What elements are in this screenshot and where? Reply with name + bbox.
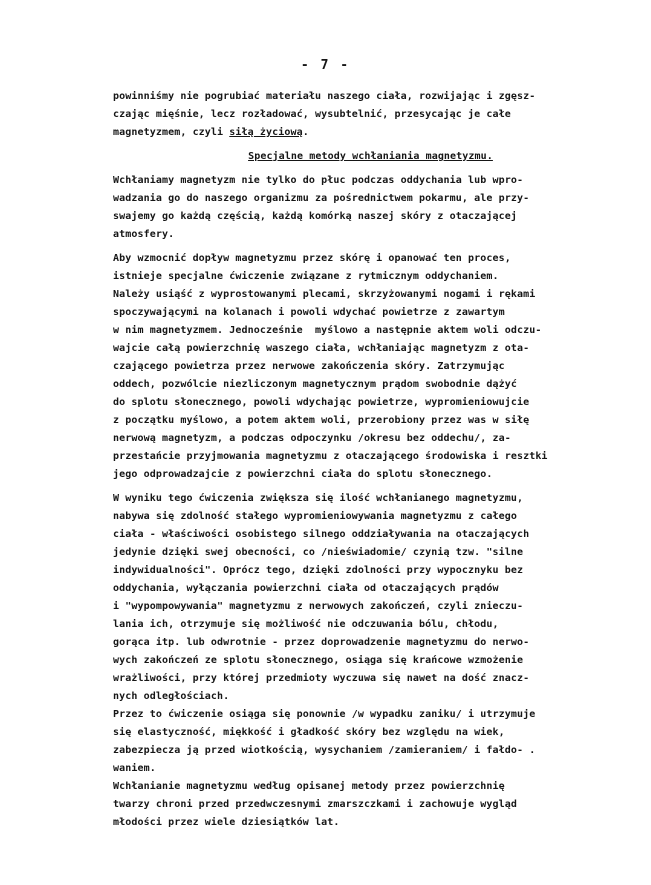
text-line: nabywa się zdolność stałego wypromieniowywania magnetyzmu z całego	[113, 511, 517, 522]
text-line: Wchłanianie magnetyzmu według opisanej metody przez powierzchnię	[113, 781, 505, 792]
text-line: swajemy go każdą częścią, każdą komórką naszej skóry z otaczającej	[113, 211, 517, 222]
text-line: zabezpiecza ją przed wiotkością, wysychaniem /zamieraniem/ i fałdo- .	[113, 745, 536, 756]
text-line: oddychania, wyłączania powierzchni ciała od otaczających prądów	[113, 583, 499, 594]
paragraph	[113, 778, 608, 832]
text-line: gorąca itp. lub odwrotnie - przez doprowadzenie magnetyzmu do nerwo-	[113, 637, 530, 648]
document-body	[113, 88, 608, 832]
text-line: z początku myślowo, a potem aktem woli, przerobiony przez was w siłę	[113, 415, 530, 426]
text-line: lania ich, otrzymuje się możliwość nie odczuwania bólu, chłodu,	[113, 619, 499, 630]
section-title: Specjalne metody wchłaniania magnetyzmu.	[248, 151, 493, 162]
text-line: się elastyczność, miękkość i gładkość skóry bez względu na wiek,	[113, 727, 505, 738]
text-line: ciała - właściwości osobistego silnego oddziaływania na otaczających	[113, 529, 530, 540]
text-line: wadzania go do naszego organizmu za pośrednictwem pokarmu, ale przy-	[113, 193, 530, 204]
text-line: i "wypompowywania" magnetyzmu z nerwowych zakończeń, czyli znieczu-	[113, 601, 524, 612]
text-line: Wchłaniamy magnetyzm nie tylko do płuc podczas oddychania lub wpro-	[113, 175, 524, 186]
text-line: Należy usiąść z wyprostowanymi plecami, skrzyżowanymi nogami i rękami	[113, 289, 536, 300]
text-line: waniem.	[113, 763, 156, 774]
text-line: jedynie dzięki swej obecności, co /nieświadomie/ czynią tzw. "silne	[113, 547, 524, 558]
text-segment: .	[302, 127, 309, 138]
paragraphs	[113, 172, 608, 832]
text-line: twarzy chroni przed przedwczesnymi zmarszczkami i zachowuje wygląd	[113, 799, 517, 810]
text-line: oddech, pozwólcie niezliczonym magnetycznym prądom swobodnie dążyć	[113, 379, 517, 390]
text-line: nych odległościach.	[113, 691, 230, 702]
text-segment: magnetyzmem, czyli	[113, 127, 230, 138]
text-line: atmosfery.	[113, 229, 175, 240]
underlined-phrase: siłą życiową	[229, 127, 303, 138]
paragraph	[113, 172, 608, 244]
paragraph	[113, 706, 608, 778]
text-line: młodości przez wiele dziesiątków lat.	[113, 817, 340, 828]
text-line: powinniśmy nie pogrubiać materiału naszego ciała, rozwijając i zgęsz-	[113, 91, 536, 102]
paragraph	[113, 250, 608, 484]
text-line	[113, 124, 608, 142]
text-line: wajcie całą powierzchnię waszego ciała, wchłaniając magnetyzm z ota-	[113, 343, 530, 354]
text-line: Aby wzmocnić dopływ magnetyzmu przez skórę i opanować ten proces,	[113, 253, 511, 264]
text-line: do splotu słonecznego, powoli wdychając powietrze, wypromieniowujcie	[113, 397, 530, 408]
text-line: indywidualności". Oprócz tego, dzięki zdolności przy wypocznyku bez	[113, 565, 524, 576]
text-line: czającego powietrza przez nerwowe zakończenia skóry. Zatrzymując	[113, 361, 505, 372]
page-number: - 7 -	[300, 58, 351, 73]
text-line: W wyniku tego ćwiczenia zwiększa się ilość wchłanianego magnetyzmu,	[113, 493, 524, 504]
text-line: spoczywającymi na kolanach i powoli wdychać powietrze z zawartym	[113, 307, 505, 318]
text-line: istnieje specjalne ćwiczenie związane z rytmicznym oddychaniem.	[113, 271, 499, 282]
text-line: w nim magnetyzmem. Jednocześnie myślowo a następnie aktem woli odczu-	[113, 325, 542, 336]
text-line: wrażliwości, przy której przedmioty wyczuwa się nawet na dość znacz-	[113, 673, 530, 684]
text-line: czając mięśnie, lecz rozładować, wysubtelnić, przesycając je całe	[113, 109, 511, 120]
text-line: wych zakończeń ze splotu słonecznego, osiąga się krańcowe wzmożenie	[113, 655, 524, 666]
paragraph	[113, 490, 608, 706]
text-line: jego odprowadzajcie z powierzchni ciała do splotu słonecznego.	[113, 469, 493, 480]
text-line: nerwową magnetyzm, a podczas odpoczynku /okresu bez oddechu/, za-	[113, 433, 511, 444]
text-line: przestańcie przyjmowania magnetyzmu z otaczającego środowiska i resztki	[113, 451, 548, 462]
text-line: Przez to ćwiczenie osiąga się ponownie /w wypadku zaniku/ i utrzymuje	[113, 709, 536, 720]
